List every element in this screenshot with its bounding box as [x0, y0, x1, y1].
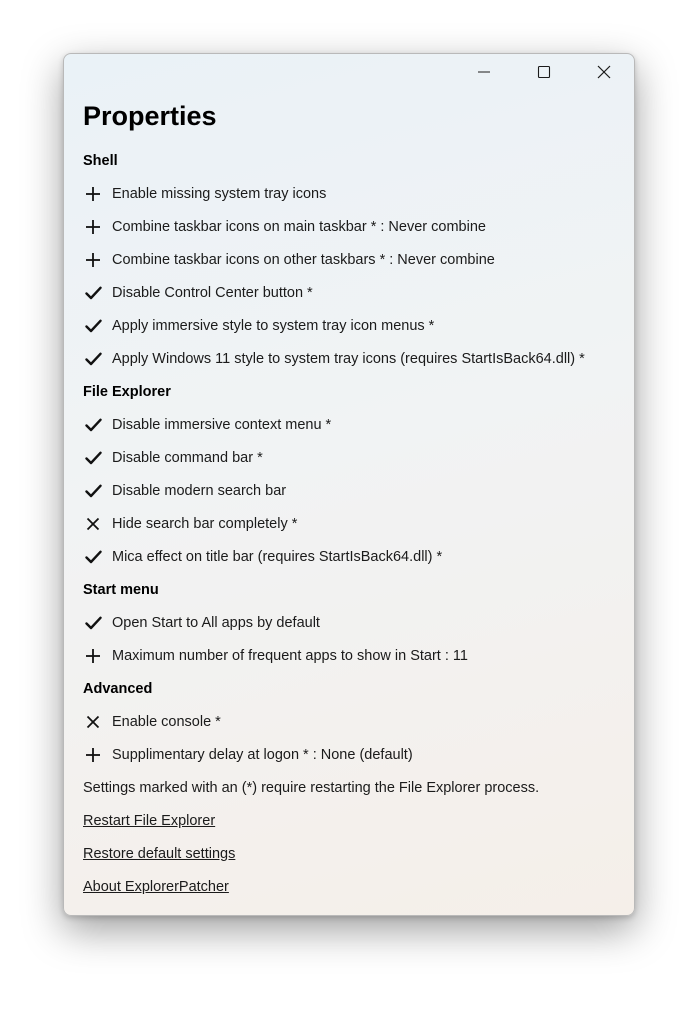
- setting-option-label: Disable Control Center button *: [112, 284, 313, 301]
- close-button[interactable]: [574, 54, 634, 90]
- checkmark-icon: [83, 415, 103, 435]
- about-explorerpatcher-link[interactable]: About ExplorerPatcher: [83, 878, 229, 895]
- page-title: Properties: [83, 101, 217, 131]
- setting-option[interactable]: [83, 408, 624, 441]
- section-heading: Shell: [83, 152, 118, 169]
- setting-option-label: Supplimentary delay at logon * : None (default): [112, 746, 413, 763]
- setting-option-label: Hide search bar completely *: [112, 515, 298, 532]
- setting-option[interactable]: [83, 705, 624, 738]
- setting-option[interactable]: [83, 738, 624, 771]
- caption-buttons: [454, 54, 634, 90]
- setting-option-label: Combine taskbar icons on main taskbar * : Never combine: [112, 218, 486, 235]
- checkmark-icon: [83, 613, 103, 633]
- setting-option-label: Enable missing system tray icons: [112, 185, 327, 202]
- plus-icon: [83, 184, 103, 204]
- cross-icon: [83, 712, 103, 732]
- plus-icon: [83, 745, 103, 765]
- cross-icon: [83, 514, 103, 534]
- setting-option[interactable]: [83, 441, 624, 474]
- checkmark-icon: [83, 448, 103, 468]
- section-heading: Advanced: [83, 680, 153, 697]
- setting-option[interactable]: [83, 474, 624, 507]
- restart-note: Settings marked with an (*) require restarting the File Explorer process.: [83, 779, 540, 796]
- setting-option[interactable]: [83, 177, 624, 210]
- minimize-button[interactable]: [454, 54, 514, 90]
- setting-option-label: Apply Windows 11 style to system tray icons (requires StartIsBack64.dll) *: [112, 350, 585, 367]
- setting-option[interactable]: [83, 243, 624, 276]
- setting-option-label: Open Start to All apps by default: [112, 614, 320, 631]
- setting-option-label: Maximum number of frequent apps to show in Start : 11: [112, 647, 468, 664]
- plus-icon: [83, 250, 103, 270]
- properties-window: [63, 53, 635, 916]
- checkmark-icon: [83, 283, 103, 303]
- restore-default-settings-link[interactable]: Restore default settings: [83, 845, 236, 862]
- close-icon: [597, 65, 611, 79]
- checkmark-icon: [83, 481, 103, 501]
- setting-option-label: Combine taskbar icons on other taskbars * : Never combine: [112, 251, 495, 268]
- setting-option-label: Disable modern search bar: [112, 482, 287, 499]
- setting-option[interactable]: [83, 606, 624, 639]
- setting-option-label: Disable command bar *: [112, 449, 263, 466]
- setting-option[interactable]: [83, 342, 624, 375]
- setting-option[interactable]: [83, 639, 624, 672]
- settings-list: [83, 144, 624, 903]
- setting-option-label: Mica effect on title bar (requires StartIsBack64.dll) *: [112, 548, 443, 565]
- section-heading: Start menu: [83, 581, 159, 598]
- section-heading: File Explorer: [83, 383, 171, 400]
- maximize-icon: [537, 65, 551, 79]
- restart-file-explorer-link[interactable]: Restart File Explorer: [83, 812, 216, 829]
- maximize-button[interactable]: [514, 54, 574, 90]
- setting-option-label: Apply immersive style to system tray icon menus *: [112, 317, 435, 334]
- checkmark-icon: [83, 547, 103, 567]
- checkmark-icon: [83, 316, 103, 336]
- setting-option-label: Disable immersive context menu *: [112, 416, 332, 433]
- setting-option[interactable]: [83, 507, 624, 540]
- plus-icon: [83, 217, 103, 237]
- setting-option[interactable]: [83, 276, 624, 309]
- setting-option-label: Enable console *: [112, 713, 221, 730]
- minimize-icon: [477, 65, 491, 79]
- setting-option[interactable]: [83, 540, 624, 573]
- checkmark-icon: [83, 349, 103, 369]
- plus-icon: [83, 646, 103, 666]
- setting-option[interactable]: [83, 210, 624, 243]
- setting-option[interactable]: [83, 309, 624, 342]
